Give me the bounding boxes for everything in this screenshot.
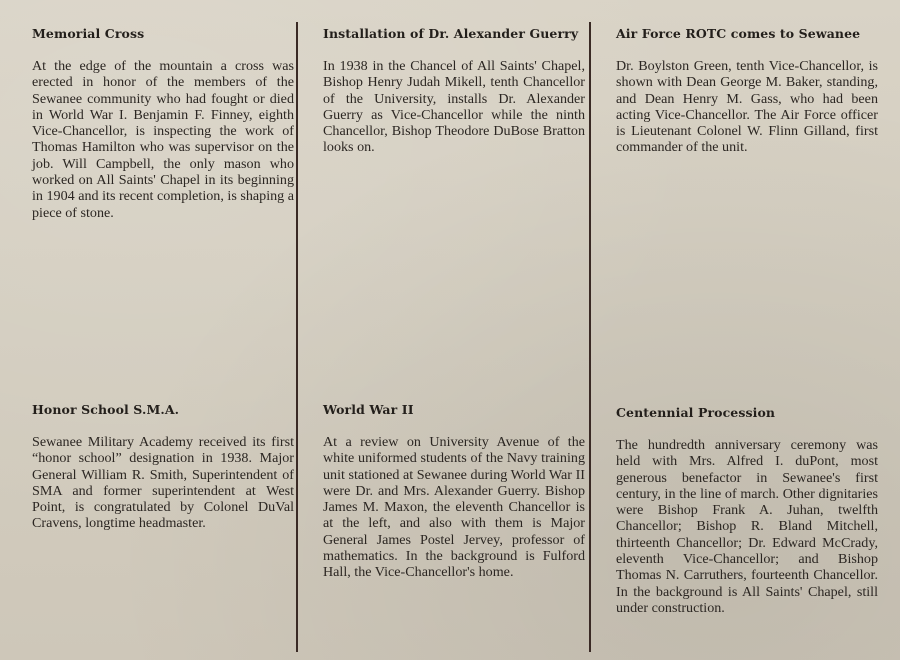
section-centennial-procession [616,405,878,616]
section-honor-school [32,402,294,532]
section-body: At a review on University Avenue of the white uniformed students of the Navy training unit stationed at Sewanee during World War II were Dr. and Mrs. Alexander Guerry. Bishop James M. Maxon, the eleventh Chancellor is at the left, and also with them is Major General James Postel Jervey, professor of mathematics. In the background is Fulford Hall, the Vice-Chancellor's home. [323,434,585,581]
section-heading: Memorial Cross [32,26,145,41]
section-memorial-cross [32,26,294,221]
section-body: In 1938 in the Chancel of All Saints' Chapel, Bishop Henry Judah Mikell, tenth Chancellor of the University, installs Dr. Alexander Guerry as Vice-Chancellor while the ninth Chancellor, Bishop Theodore DuBose Bratton looks on. [323,58,585,156]
section-heading: Installation of Dr. Alexander Guerry [323,26,579,41]
section-body: Sewanee Military Academy received its first “honor school” designation in 1938. Major General William R. Smith, Superintendent of SMA and former superintendent at West Point, is congratulated by Colonel DuVal Cravens, longtime headmaster. [32,434,294,532]
section-heading: Air Force ROTC comes to Sewanee [616,26,861,41]
column-divider-left [296,22,298,652]
section-heading: World War II [323,402,414,417]
section-heading: Honor School S.M.A. [32,402,180,417]
section-installation-guerry [323,26,585,156]
section-body: At the edge of the mountain a cross was erected in honor of the members of the Sewanee community who had fought or died in World War I. Benjamin F. Finney, eighth Vice-Chancellor, is inspecting the work of Thomas Hamilton who was supervisor on the job. Will Campbell, the only mason who worked on All Saints' Chapel in its beginning in 1904 and its recent completion, is shaping a piece of stone. [32,58,294,221]
column-divider-right [589,22,591,652]
section-heading: Centennial Procession [616,405,776,420]
section-body: The hundredth anniversary ceremony was held with Mrs. Alfred I. duPont, most generous benefactor in Sewanee's first century, in the line of march. Other dignitaries were Bishop Frank A. Juhan, twelfth Chancellor; Bishop R. Bland Mitchell, thirteenth Chancellor; Dr. Edward McCrady, eleventh Vice-Chancellor; and Bishop Thomas N. Carruthers, fourteenth Chancellor. In the background is All Saints' Chapel, still under construction. [616,437,878,616]
section-world-war-ii [323,402,585,581]
section-air-force-rotc [616,26,878,156]
section-body: Dr. Boylston Green, tenth Vice-Chancellor, is shown with Dean George M. Baker, standing, and Dean Henry M. Gass, who had been acting Vice-Chancellor. The Air Force officer is Lieutenant Colonel W. Flinn Gilland, first commander of the unit. [616,58,878,156]
